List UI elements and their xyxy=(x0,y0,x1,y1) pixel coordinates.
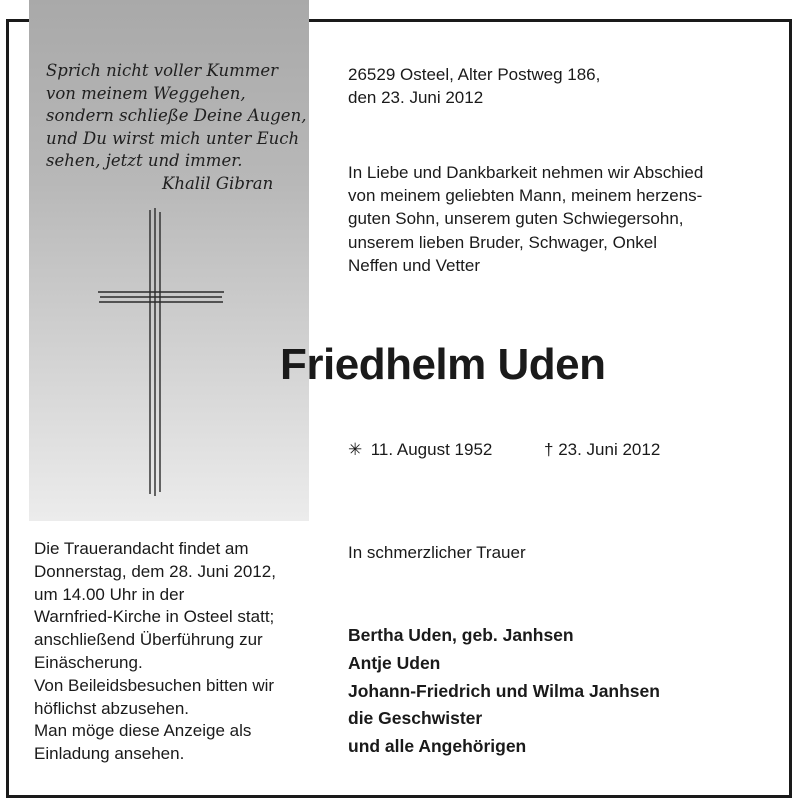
farewell-line: Neffen und Vetter xyxy=(348,255,481,275)
family-member: Johann-Friedrich und Wilma Janhsen xyxy=(348,680,660,701)
family-signatures xyxy=(348,622,660,761)
farewell-line: guten Sohn, unserem guten Schwiegersohn, xyxy=(348,209,684,229)
service-line: Warnfried-Kirche in Osteel statt; xyxy=(34,607,275,627)
service-line: anschließend Überführung zur xyxy=(34,630,263,650)
poem-quote xyxy=(46,60,306,195)
service-line: höflichst abzusehen. xyxy=(34,698,189,718)
family-member: und alle Angehörigen xyxy=(348,736,527,757)
deceased-name: Friedhelm Uden xyxy=(280,340,606,389)
family-member: Bertha Uden, geb. Janhsen xyxy=(348,625,574,645)
family-member: Antje Uden xyxy=(348,652,441,673)
poem-line: sehen, jetzt und immer. xyxy=(46,151,243,170)
address-line: 26529 Osteel, Alter Postweg 186, xyxy=(348,65,601,84)
cross-icon xyxy=(98,208,228,498)
service-line: Donnerstag, dem 28. Juni 2012, xyxy=(34,561,276,581)
service-line: Man möge diese Anzeige als xyxy=(34,721,252,741)
poem-line: Sprich nicht voller Kummer xyxy=(46,61,279,80)
asterisk-icon: ✳ xyxy=(348,440,363,459)
service-line: Die Trauerandacht findet am xyxy=(34,539,249,558)
farewell-line: In Liebe und Dankbarkeit nehmen wir Abschied xyxy=(348,163,704,182)
address-block xyxy=(348,64,600,109)
dagger-icon: † xyxy=(544,440,554,459)
death-date-group xyxy=(544,440,660,460)
death-date: 23. Juni 2012 xyxy=(558,440,661,459)
poem-line: sondern schließe Deine Augen, xyxy=(46,106,307,125)
family-member: die Geschwister xyxy=(348,708,483,729)
service-line: Einäscherung. xyxy=(34,652,143,672)
service-line: Von Beileidsbesuchen bitten wir xyxy=(34,675,275,695)
birth-date: 11. August 1952 xyxy=(370,440,493,459)
service-line: Einladung ansehen. xyxy=(34,744,185,764)
farewell-line: unserem lieben Bruder, Schwager, Onkel xyxy=(348,232,658,252)
life-dates xyxy=(348,440,661,460)
service-line: um 14.00 Uhr in der xyxy=(34,584,185,604)
farewell-line: von meinem geliebten Mann, meinem herzens- xyxy=(348,186,703,206)
date-line: den 23. Juni 2012 xyxy=(348,87,484,107)
mourning-phrase: In schmerzlicher Trauer xyxy=(348,543,526,562)
poem-author: Khalil Gibran xyxy=(162,173,274,193)
farewell-text xyxy=(348,161,703,277)
poem-line: von meinem Weggehen, xyxy=(46,83,246,103)
service-info xyxy=(34,538,276,766)
poem-line: und Du wirst mich unter Euch xyxy=(46,128,300,148)
